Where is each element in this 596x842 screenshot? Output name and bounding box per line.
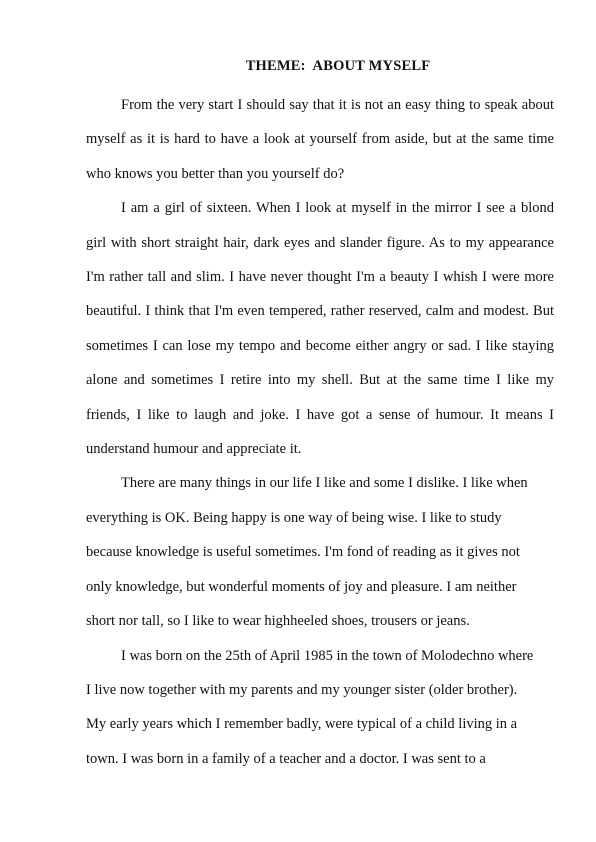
text-line: understand humour and appreciate it. bbox=[86, 441, 302, 458]
text-line: From the very start I should say that it is not an easy thing to speak about bbox=[121, 97, 554, 113]
text-line: I'm rather tall and slim. I have never thought I'm a beauty I whish I were more bbox=[86, 269, 554, 286]
document-body bbox=[86, 88, 554, 776]
text-line: I live now together with my parents and my younger sister (older brother). bbox=[86, 681, 518, 698]
text-line: There are many things in our life I like and some I dislike. I like when bbox=[121, 475, 528, 492]
text-line: because knowledge is useful sometimes. I'm fond of reading as it gives not bbox=[86, 544, 520, 561]
text-line: myself as it is hard to have a look at yourself from aside, but at the same time bbox=[86, 131, 554, 148]
document-title: THEME: ABOUT MYSELF bbox=[245, 58, 431, 74]
text-line: girl with short straight hair, dark eyes and slander figure. As to my appearance bbox=[86, 234, 554, 251]
text-line: short nor tall, so I like to wear highheeled shoes, trousers or jeans. bbox=[86, 613, 470, 630]
text-line: everything is OK. Being happy is one way of being wise. I like to study bbox=[86, 509, 502, 526]
text-line: who knows you better than you yourself do? bbox=[86, 165, 345, 182]
text-line: town. I was born in a family of a teacher and a doctor. I was sent to a bbox=[86, 750, 486, 767]
paragraph-appearance bbox=[86, 191, 554, 466]
text-line: friends, I like to laugh and joke. I have got a sense of humour. It means I bbox=[86, 406, 554, 423]
text-line: I am a girl of sixteen. When I look at myself in the mirror I see a blond bbox=[121, 200, 554, 217]
paragraph-biography bbox=[86, 639, 554, 777]
text-line: alone and sometimes I retire into my shell. But at the same time I like my bbox=[86, 372, 554, 389]
text-line: beautiful. I think that I'm even tempered, rather reserved, calm and modest. But bbox=[86, 303, 554, 320]
text-line: My early years which I remember badly, were typical of a child living in a bbox=[86, 716, 518, 733]
text-line: I was born on the 25th of April 1985 in the town of Molodechno where bbox=[121, 647, 534, 664]
paragraph-likes bbox=[86, 466, 554, 638]
paragraph-intro bbox=[86, 88, 554, 191]
text-line: only knowledge, but wonderful moments of joy and pleasure. I am neither bbox=[86, 578, 517, 595]
text-line: sometimes I can lose my tempo and become either angry or sad. I like staying bbox=[86, 337, 554, 354]
